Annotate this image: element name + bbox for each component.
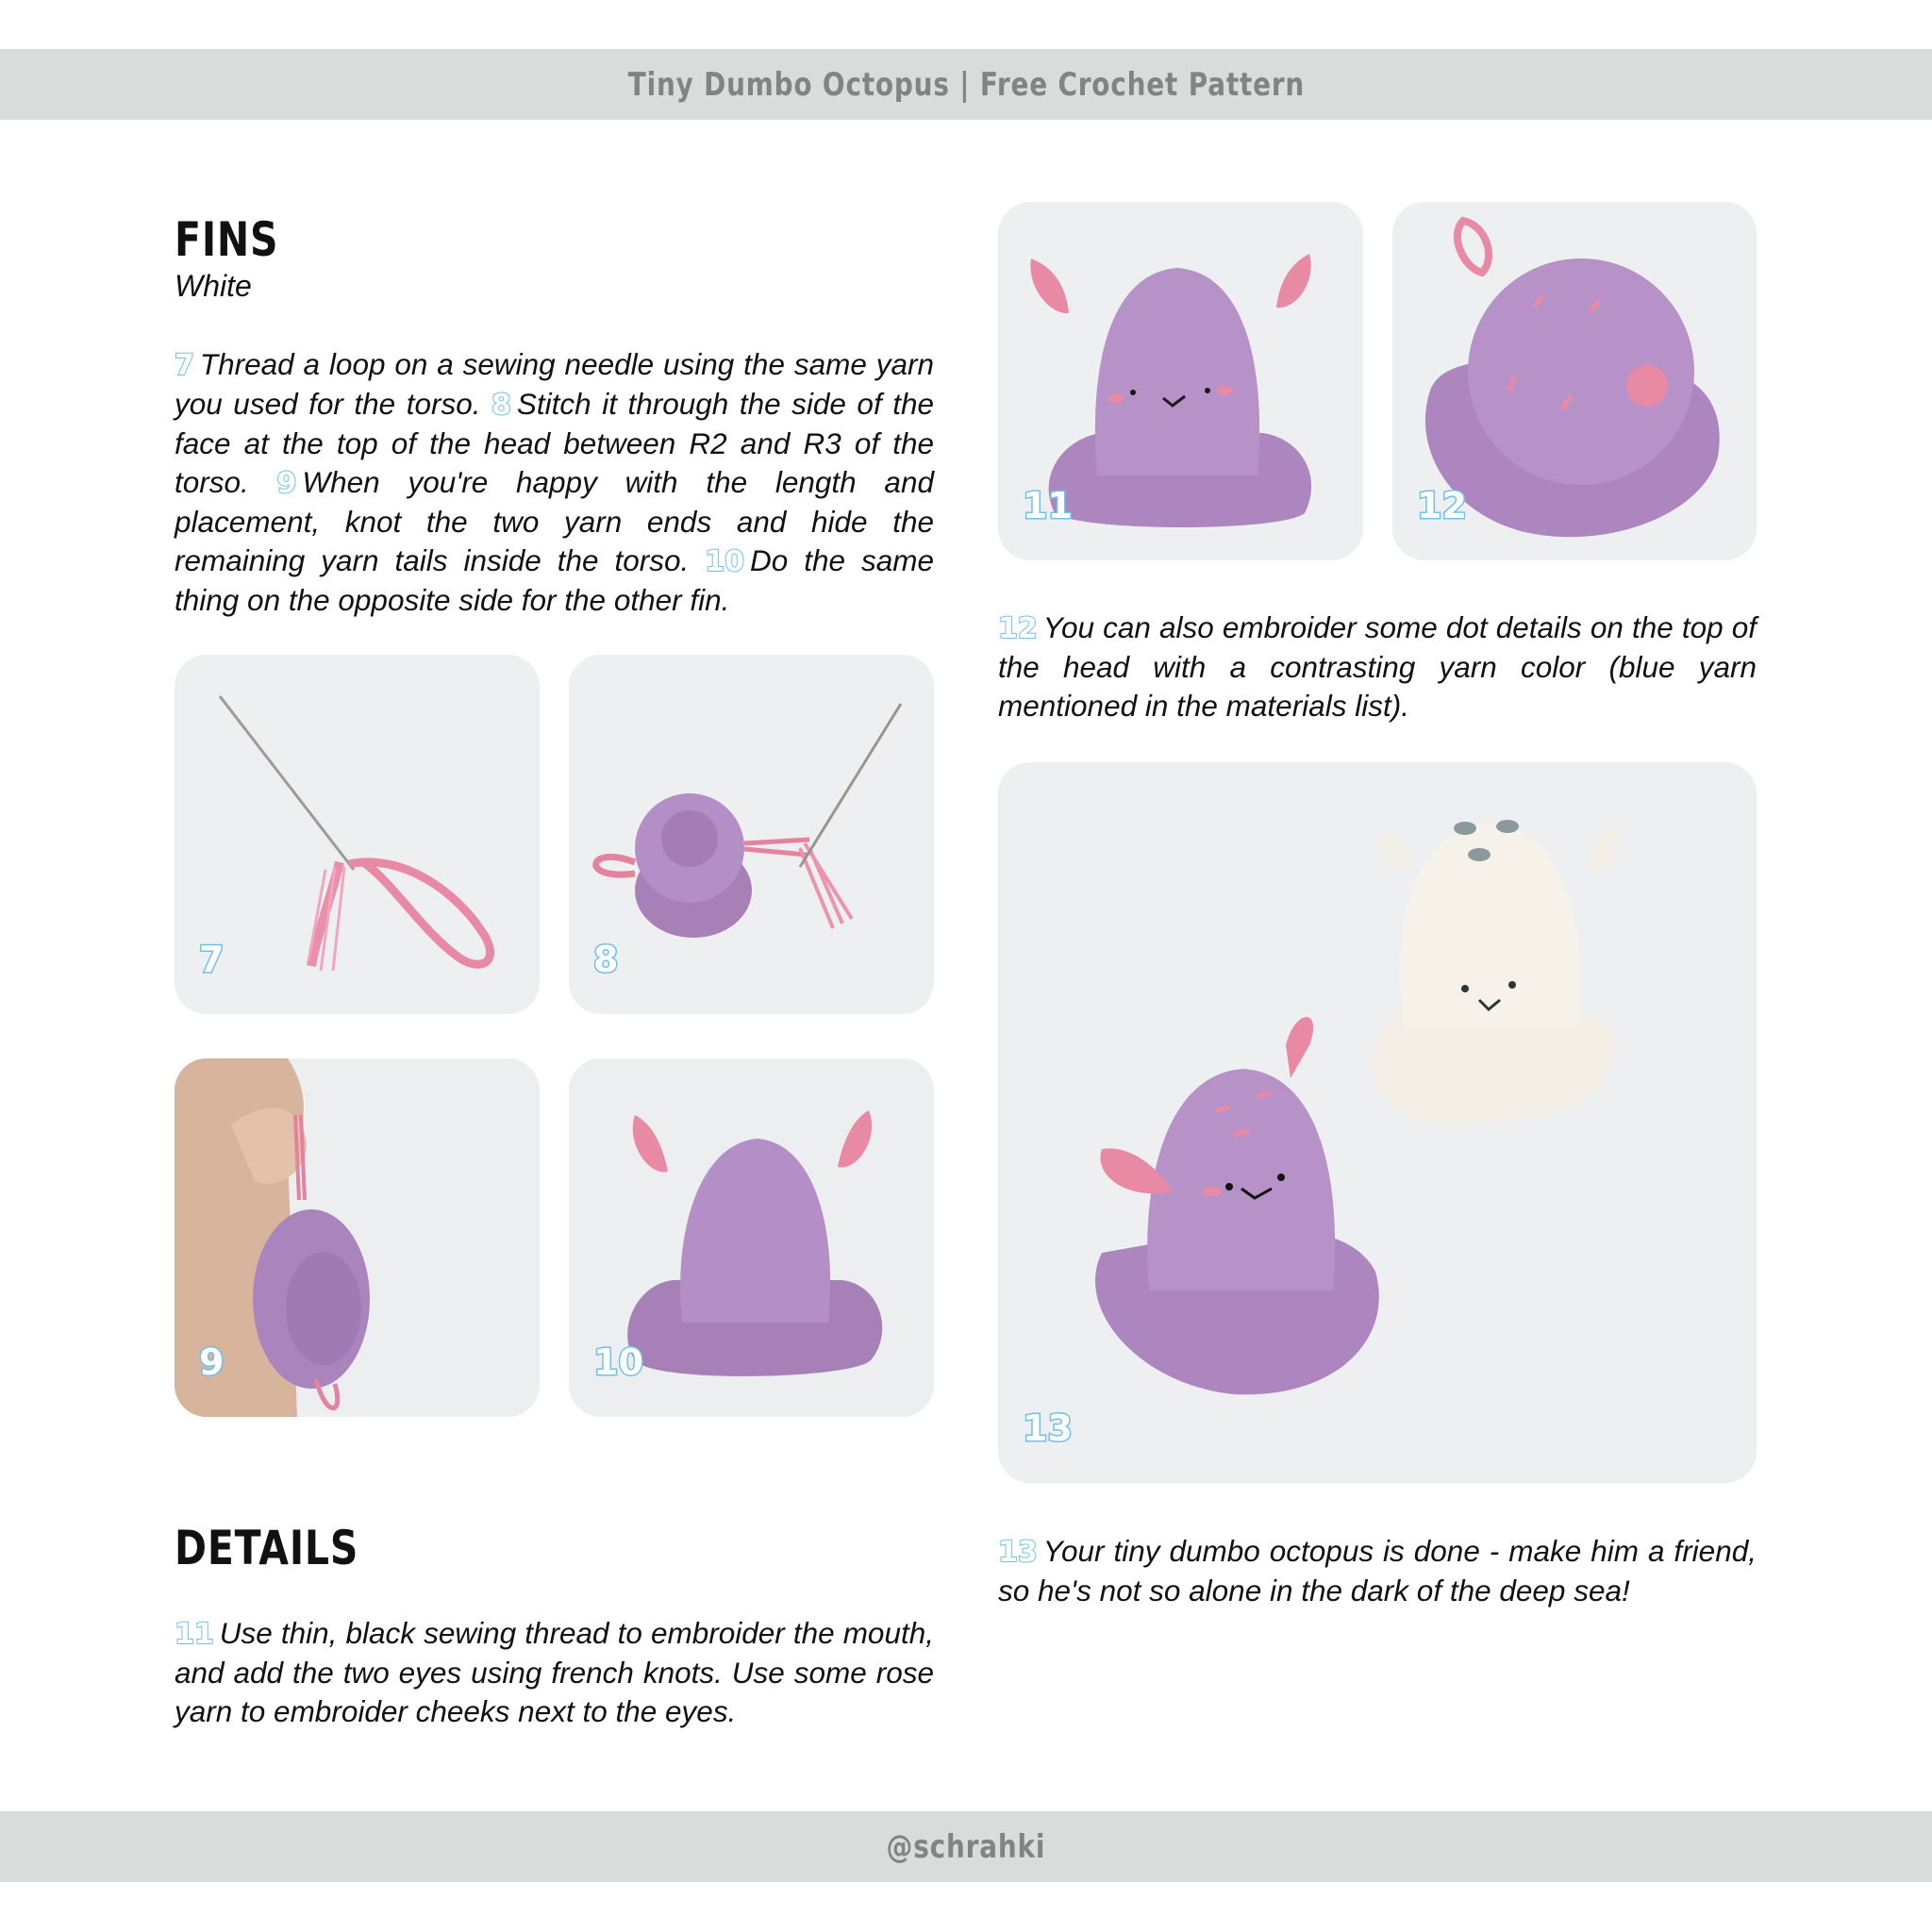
step-number-11: 11: [175, 1618, 214, 1651]
photo-step-9: [175, 1058, 540, 1417]
octopus-stitching-image: [569, 655, 934, 1014]
photo-step-13: [998, 762, 1757, 1483]
page-title: Tiny Dumbo Octopus | Free Crochet Pattern: [627, 65, 1305, 104]
section-heading-details: DETAILS: [175, 1521, 359, 1575]
step-number-13: 13: [998, 1536, 1038, 1569]
step-7-text: Thread a loop on a sewing needle using the same yarn you used for the torso.: [175, 347, 934, 421]
needle-and-yarn-image: [175, 655, 540, 1014]
finished-octopuses-image: [998, 762, 1757, 1483]
step-10-text: Do the same thing on the opposite side for the other fin.: [175, 543, 934, 617]
section-heading-fins: FINS: [175, 212, 279, 267]
step-13-text: Your tiny dumbo octopus is done - make him a friend, so he's not so alone in the dark of the deep sea!: [998, 1534, 1757, 1607]
step-number-9: 9: [276, 467, 297, 500]
photo-label-7: 7: [199, 939, 225, 980]
photo-label-12: 12: [1417, 485, 1467, 526]
step-9-text: When you're happy with the length and placement, knot the two yarn ends and hide the remaining yarn tails inside the torso.: [175, 465, 934, 577]
step-number-12: 12: [998, 612, 1038, 645]
fins-instructions: [175, 345, 934, 620]
photo-step-12: [1392, 202, 1757, 560]
details-instructions: [175, 1614, 934, 1731]
step-number-7: 7: [175, 349, 194, 382]
hand-holding-octopus-image: [175, 1058, 540, 1417]
photo-label-10: 10: [593, 1341, 643, 1383]
step-number-8: 8: [491, 389, 511, 422]
step-13-instructions: [998, 1532, 1757, 1610]
footer-bar: [0, 1811, 1932, 1882]
step-12-instructions: [998, 608, 1757, 725]
step-number-10: 10: [705, 545, 744, 578]
photo-label-9: 9: [199, 1341, 225, 1383]
photo-label-8: 8: [593, 939, 619, 980]
photo-label-13: 13: [1023, 1407, 1073, 1449]
fins-yarn-color: White: [175, 269, 252, 303]
photo-step-11: [998, 202, 1363, 560]
step-11-text: Use thin, black sewing thread to embroider the mouth, and add the two eyes using french knots. Use some rose yarn to embroider cheeks next to the eyes.: [175, 1616, 934, 1728]
author-handle: @schrahki: [886, 1827, 1046, 1866]
photo-step-8: [569, 655, 934, 1014]
step-8-text: Stitch it through the side of the face at the top of the head between R2 and R3 of the torso.: [175, 387, 935, 499]
photo-step-7: [175, 655, 540, 1014]
photo-step-10: [569, 1058, 934, 1417]
step-12-text: You can also embroider some dot details on the top of the head with a contrasting yarn color (blue yarn mentioned in the materials list).: [998, 610, 1757, 723]
header-bar: [0, 49, 1932, 120]
photo-label-11: 11: [1023, 485, 1073, 526]
